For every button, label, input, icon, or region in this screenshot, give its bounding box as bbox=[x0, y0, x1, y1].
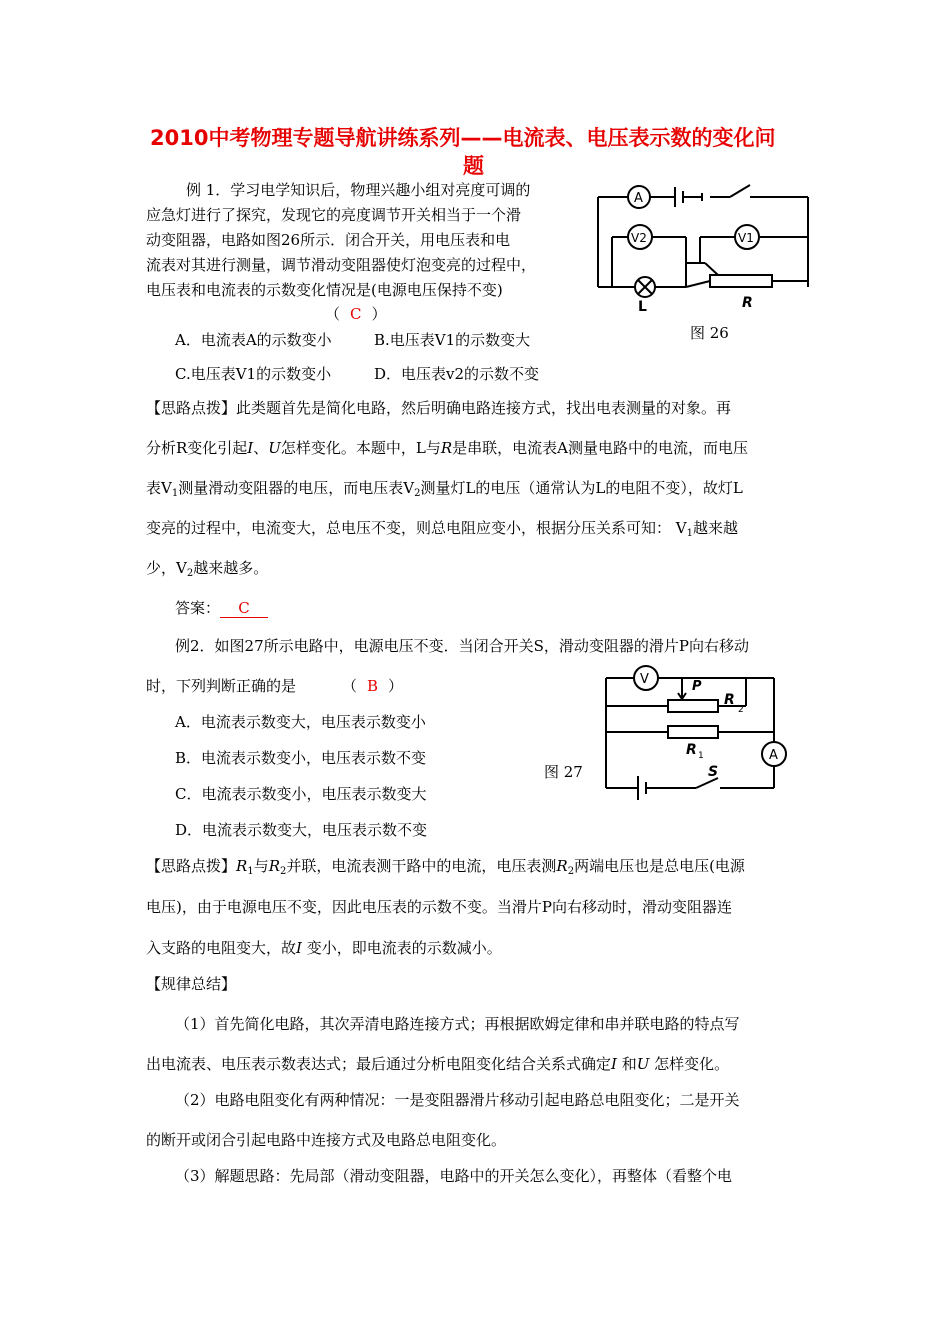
example1-answer-letter: C bbox=[350, 305, 362, 323]
page-title: 2010中考物理专题导航讲练系列——电流表、电压表示数的变化问 bbox=[150, 126, 776, 150]
example1-option-b: B.电压表V1的示数变大 bbox=[374, 331, 531, 349]
symbol-u: U bbox=[636, 1055, 650, 1073]
text: 两端电压也是总电压(电源 bbox=[574, 857, 745, 875]
example2-answer-bracket bbox=[342, 676, 403, 696]
text: 【思路点拨】 bbox=[146, 857, 237, 875]
text: 怎样变化。 bbox=[649, 1055, 730, 1073]
answer-label: 答案： bbox=[175, 599, 221, 617]
example1-option-c: C.电压表V1的示数变小 bbox=[175, 365, 332, 383]
text: 表V bbox=[146, 479, 172, 497]
subscript: 2 bbox=[567, 866, 575, 877]
example1-line: 应急灯进行了探究，发现它的亮度调节开关相当于一个滑 bbox=[146, 206, 522, 224]
page-title-continued: 题 bbox=[463, 154, 484, 178]
ammeter-label: A bbox=[634, 191, 643, 206]
text: 分析R变化引起 bbox=[146, 439, 248, 457]
summary-p3-line1: （3）解题思路：先局部（滑动变阻器，电路中的开关怎么变化），再整体（看整个电 bbox=[175, 1167, 733, 1185]
circuit-diagram-fig26 bbox=[590, 175, 815, 315]
example1-line: 电压表和电流表的示数变化情况是(电源电压保持不变) bbox=[146, 281, 503, 299]
hint1-line bbox=[146, 438, 748, 458]
text: 入支路的电阻变大，故 bbox=[146, 939, 297, 957]
bracket-open: （ bbox=[342, 677, 358, 695]
r1-label: R bbox=[686, 742, 697, 758]
text: 【思路点拨】此类题首先是简化电路，然后明确电路连接方式，找出电表测量的对象。再 bbox=[146, 399, 732, 417]
example1-line: 例 1．学习电学知识后，物理兴趣小组对亮度可调的 bbox=[186, 181, 531, 199]
figure26-caption: 图 26 bbox=[690, 324, 729, 342]
bracket-close: ） bbox=[388, 677, 404, 695]
resistor-label: R bbox=[742, 295, 753, 311]
example2-option-c: C．电流表示数变小，电压表示数变大 bbox=[175, 785, 427, 803]
example1-line: 流表对其进行测量，调节滑动变阻器使灯泡变亮的过程中， bbox=[146, 256, 537, 274]
text: 越来越多。 bbox=[193, 559, 269, 577]
example1-option-a: A．电流表A的示数变小 bbox=[175, 331, 332, 349]
subscript: 1 bbox=[247, 866, 254, 877]
r2-label: R bbox=[724, 692, 735, 708]
example2-option-d: D．电流表示数变大，电压表示数不变 bbox=[175, 821, 428, 839]
r1-subscript: 1 bbox=[698, 751, 704, 761]
subscript: 2 bbox=[414, 488, 421, 499]
hint1-line bbox=[146, 558, 268, 584]
voltmeter-label: V bbox=[640, 672, 649, 687]
text: 变小，即电流表的示数减小。 bbox=[301, 939, 502, 957]
answer-value: C bbox=[220, 599, 268, 618]
example1-answer-bracket bbox=[325, 304, 387, 324]
text: 、 bbox=[253, 439, 269, 457]
answer1 bbox=[175, 598, 268, 618]
text: 越来越 bbox=[692, 519, 738, 537]
bracket-open: （ bbox=[325, 305, 341, 323]
text: 是串联，电流表A测量电路中的电流，而电压 bbox=[452, 439, 749, 457]
symbol-r: R bbox=[556, 857, 568, 875]
text: 出电流表、电压表示数表达式；最后通过分析电阻变化结合关系式确定 bbox=[146, 1055, 612, 1073]
text: 变亮的过程中，电流变大，总电压不变，则总电阻应变小，根据分压关系可知： V bbox=[146, 519, 687, 537]
example1-line: 动变阻器，电路如图26所示．闭合开关，用电压表和电 bbox=[146, 231, 511, 249]
subscript: 1 bbox=[171, 488, 179, 499]
bracket-close: ） bbox=[371, 305, 387, 323]
example2-option-b: B．电流表示数变小，电压表示数不变 bbox=[175, 749, 427, 767]
text: 少，V bbox=[146, 559, 187, 577]
hint1-line bbox=[146, 478, 743, 504]
symbol-u: U bbox=[268, 439, 281, 457]
example1-option-d: D．电压表v2的示数不变 bbox=[374, 365, 540, 383]
text: 测量灯L的电压（通常认为L的电阻不变），故灯L bbox=[420, 479, 743, 497]
example2-option-a: A．电流表示数变大，电压表示数变小 bbox=[175, 713, 426, 731]
symbol-r: R bbox=[440, 439, 453, 457]
v1-label: V1 bbox=[738, 231, 754, 245]
text: 和 bbox=[616, 1055, 637, 1073]
symbol-i: I bbox=[296, 939, 302, 957]
example2-line2: 时，下列判断正确的是 bbox=[146, 677, 297, 695]
text: 怎样变化。本题中，L与 bbox=[280, 439, 441, 457]
subscript: 2 bbox=[186, 568, 194, 579]
text: 并联，电流表测干路中的电流，电压表测 bbox=[286, 857, 557, 875]
symbol-r: R bbox=[268, 857, 280, 875]
summary-heading: 【规律总结】 bbox=[146, 975, 237, 993]
switch-label: S bbox=[708, 764, 719, 780]
hint1-line bbox=[146, 398, 731, 418]
hint2-line bbox=[146, 856, 745, 882]
example2-line1: 例2．如图27所示电路中，电源电压不变．当闭合开关S，滑动变阻器的滑片P向右移动 bbox=[175, 637, 750, 655]
v2-label: V2 bbox=[631, 231, 647, 245]
figure27-caption: 图 27 bbox=[544, 763, 583, 781]
summary-p1-line1: （1）首先简化电路，其次弄清电路连接方式；再根据欧姆定律和串并联电路的特点写 bbox=[175, 1015, 740, 1033]
circuit-diagram-fig27 bbox=[596, 660, 816, 800]
slider-label: P bbox=[692, 679, 702, 694]
hint2-line bbox=[146, 938, 502, 958]
summary-p2-line2: 的断开或闭合引起电路中连接方式及电路总电阻变化。 bbox=[146, 1131, 507, 1149]
text: 电压)，由于电源电压不变，因此电压表的示数不变。当滑片P向右移动时，滑动变阻器连 bbox=[146, 898, 732, 916]
summary-p1-line2 bbox=[146, 1054, 729, 1074]
summary-p2-line1: （2）电路电阻变化有两种情况：一是变阻器滑片移动引起电路总电阻变化；二是开关 bbox=[175, 1091, 740, 1109]
lamp-label: L bbox=[638, 299, 647, 315]
example2-answer-letter: B bbox=[367, 677, 379, 695]
r2-subscript: 2 bbox=[738, 705, 744, 715]
subscript: 2 bbox=[280, 866, 287, 877]
ammeter-label: A bbox=[769, 748, 778, 763]
hint2-line bbox=[146, 897, 732, 917]
subscript: 1 bbox=[686, 528, 693, 539]
symbol-r: R bbox=[236, 857, 248, 875]
hint1-line bbox=[146, 518, 738, 544]
text: 测量滑动变阻器的电压，而电压表V bbox=[178, 479, 415, 497]
symbol-i: I bbox=[247, 439, 254, 457]
symbol-i: I bbox=[611, 1055, 617, 1073]
text: 与 bbox=[253, 857, 269, 875]
